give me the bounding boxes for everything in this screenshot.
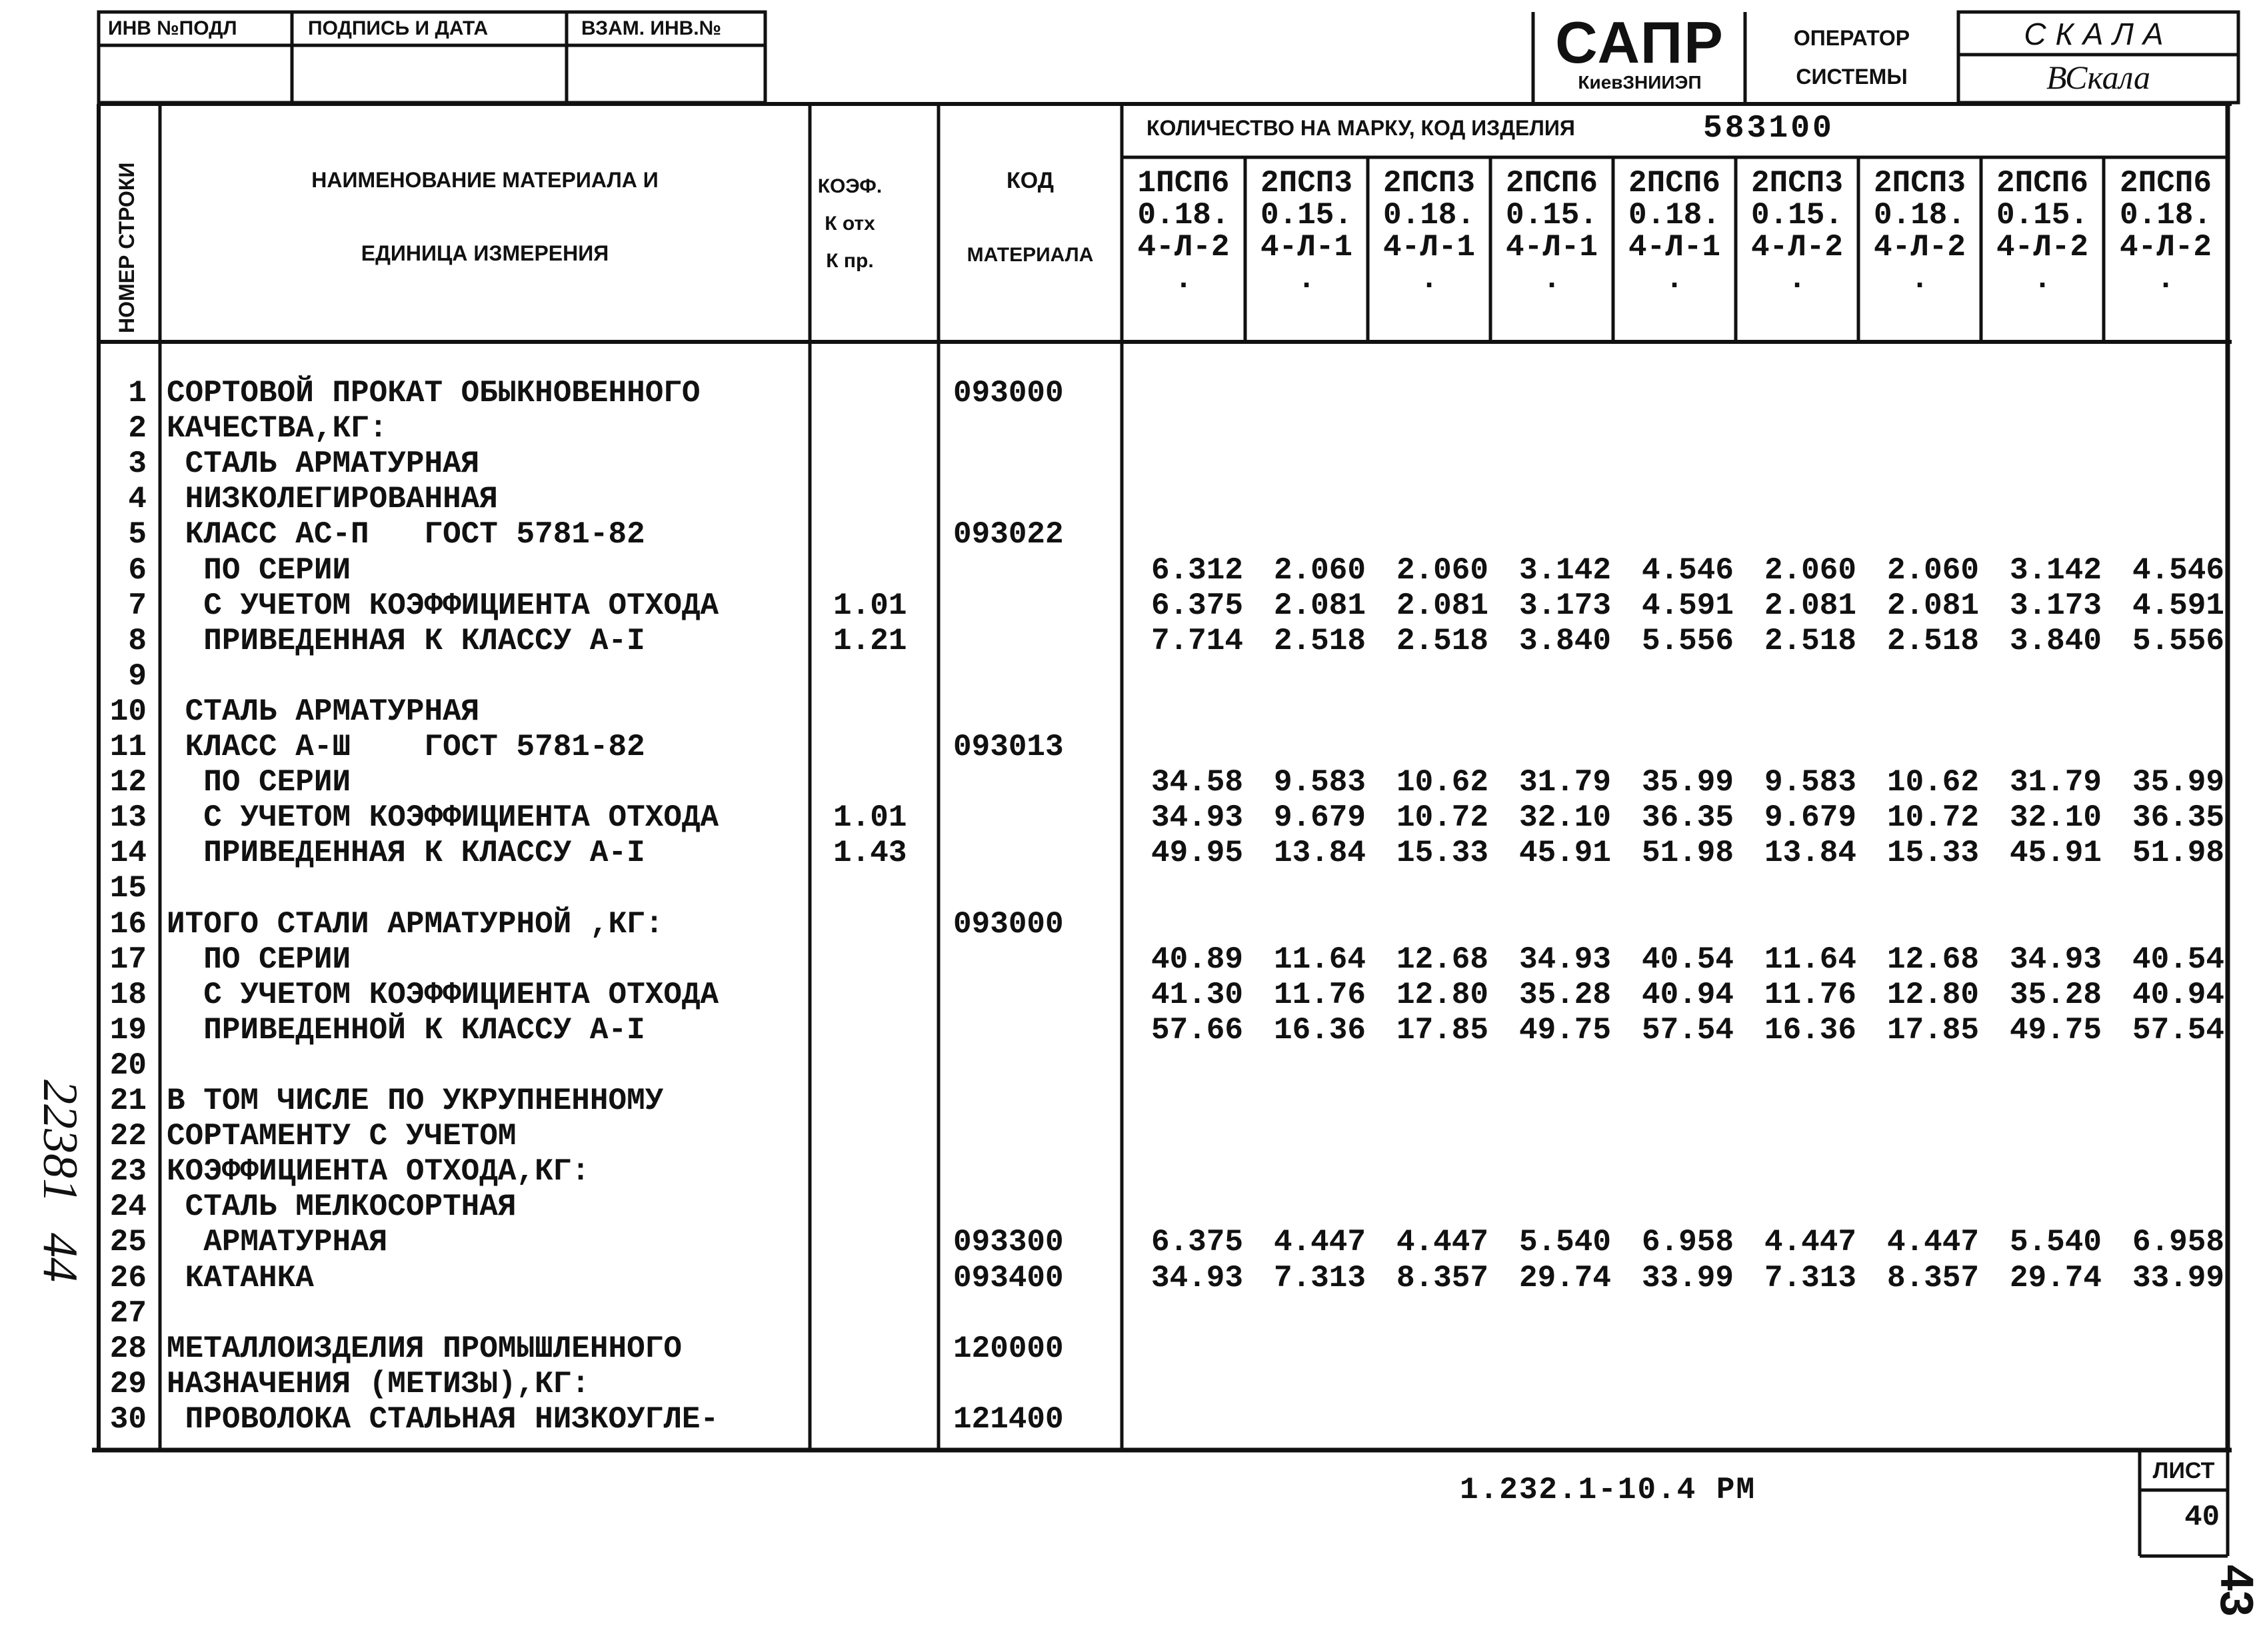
name-header-line1: НАИМЕНОВАНИЕ МАТЕРИАЛА И: [311, 168, 659, 192]
row-number: 11: [109, 730, 147, 764]
row-value: 35.28: [1518, 978, 1611, 1012]
row-number: 20: [109, 1048, 147, 1083]
row-text: КАЧЕСТВА,КГ:: [167, 411, 388, 446]
row-value: 57.66: [1150, 1013, 1243, 1048]
row-text: СОРТОВОЙ ПРОКАТ ОБЫКНОВЕННОГО: [167, 376, 701, 411]
row-text: В ТОМ ЧИСЛЕ ПО УКРУПНЕННОМУ: [167, 1084, 664, 1118]
row-code: 093000: [953, 907, 1064, 942]
row-value: 31.79: [2009, 765, 2102, 800]
mark-header-3-l3: 4-Л-1: [1382, 230, 1476, 265]
row-value: 2.060: [1764, 553, 1856, 588]
operator-name: СКАЛА: [2024, 17, 2173, 51]
row-text: НИЗКОЛЕГИРОВАННАЯ: [167, 482, 498, 516]
row-value: 4.591: [1641, 588, 1734, 623]
row-value: 2.081: [1396, 588, 1488, 623]
row-value: 5.556: [1641, 624, 1734, 658]
mark-header-1-l3: 4-Л-2: [1137, 230, 1230, 265]
row-text: ПО СЕРИИ: [167, 942, 351, 977]
row-value: 12.80: [1396, 978, 1488, 1012]
row-value: 15.33: [1396, 836, 1488, 870]
row-text: НАЗНАЧЕНИЯ (МЕТИЗЫ),КГ:: [167, 1367, 590, 1401]
row-text: КЛАСС А-Ш ГОСТ 5781-82: [167, 730, 645, 764]
mark-header-2-l1: 2ПСП3: [1260, 166, 1353, 201]
row-value: 35.99: [1641, 765, 1734, 800]
row-text: ПРИВЕДЕННАЯ К КЛАССУ А-I: [167, 836, 645, 870]
row-value: 2.518: [1273, 624, 1366, 658]
row-value: 33.99: [2132, 1261, 2224, 1295]
row-value: 5.556: [2132, 624, 2224, 658]
row-value: 9.679: [1764, 800, 1856, 835]
row-value: 15.33: [1886, 836, 1979, 870]
row-number: 1: [128, 376, 147, 411]
row-value: 40.54: [1641, 942, 1734, 977]
row-number: 5: [128, 517, 147, 552]
quantity-header-label: КОЛИЧЕСТВО НА МАРКУ, КОД ИЗДЕЛИЯ: [1146, 116, 1575, 140]
row-value: 4.447: [1273, 1225, 1366, 1259]
row-number: 17: [109, 942, 147, 977]
row-text: ПО СЕРИИ: [167, 553, 351, 588]
mark-header-6-l2: 0.15.: [1750, 198, 1844, 233]
document-code: 1.232.1-10.4 РМ: [1460, 1473, 1756, 1507]
row-number: 30: [109, 1402, 147, 1437]
row-number: 14: [109, 836, 147, 870]
code-header-line1: КОД: [1007, 168, 1054, 193]
row-value: 3.840: [2009, 624, 2102, 658]
row-text: КОЭФФИЦИЕНТА ОТХОДА,КГ:: [167, 1154, 590, 1189]
row-value: 2.060: [1396, 553, 1488, 588]
row-value: 2.518: [1886, 624, 1979, 658]
mark-header-5-l3: 4-Л-1: [1628, 230, 1721, 265]
row-text: МЕТАЛЛОИЗДЕЛИЯ ПРОМЫШЛЕННОГО: [167, 1331, 682, 1366]
row-number: 2: [128, 411, 147, 446]
row-code: 121400: [953, 1402, 1064, 1437]
row-value: 4.546: [1641, 553, 1734, 588]
row-value: 13.84: [1273, 836, 1366, 870]
row-number: 19: [109, 1013, 147, 1048]
row-text: С УЧЕТОМ КОЭФФИЦИЕНТА ОТХОДА: [167, 978, 719, 1012]
mark-header-6-l4: .: [1788, 262, 1806, 297]
mark-header-1-l1: 1ПСП6: [1137, 166, 1230, 201]
row-value: 36.35: [1641, 800, 1734, 835]
mark-header-2-l3: 4-Л-1: [1260, 230, 1353, 265]
row-text: СОРТАМЕНТУ С УЧЕТОМ: [167, 1119, 517, 1154]
row-value: 2.081: [1886, 588, 1979, 623]
row-value: 40.94: [1641, 978, 1734, 1012]
mark-header-5-l1: 2ПСП6: [1628, 166, 1721, 201]
row-value: 12.68: [1396, 942, 1488, 977]
row-value: 7.714: [1150, 624, 1243, 658]
row-number: 25: [109, 1225, 147, 1259]
row-value: 17.85: [1886, 1013, 1979, 1048]
row-number: 22: [109, 1119, 147, 1154]
row-text: ИТОГО СТАЛИ АРМАТУРНОЙ ,КГ:: [167, 907, 664, 942]
row-text: С УЧЕТОМ КОЭФФИЦИЕНТА ОТХОДА: [167, 800, 719, 835]
row-code: 093300: [953, 1225, 1064, 1259]
row-value: 8.357: [1886, 1261, 1979, 1295]
row-code: 120000: [953, 1331, 1064, 1366]
row-number: 29: [109, 1367, 147, 1401]
mark-header-7-l1: 2ПСП3: [1873, 166, 1966, 201]
row-value: 11.76: [1764, 978, 1856, 1012]
row-number: 18: [109, 978, 147, 1012]
row-value: 3.142: [2009, 553, 2102, 588]
row-value: 35.99: [2132, 765, 2224, 800]
mark-header-1-l4: .: [1174, 262, 1193, 297]
row-number: 16: [109, 907, 147, 942]
row-value: 40.54: [2132, 942, 2224, 977]
product-code: 583100: [1703, 111, 1834, 147]
operator-label-line2: СИСТЕМЫ: [1796, 65, 1908, 89]
mark-header-4-l3: 4-Л-1: [1505, 230, 1598, 265]
mark-header-8-l1: 2ПСП6: [1996, 166, 2089, 201]
row-value: 4.546: [2132, 553, 2224, 588]
row-value: 3.173: [1518, 588, 1611, 623]
row-koef: 1.43: [833, 836, 907, 870]
mark-header-4-l1: 2ПСП6: [1505, 166, 1598, 201]
row-value: 40.89: [1150, 942, 1243, 977]
row-text: ПРИВЕДЕННАЯ К КЛАССУ А-I: [167, 624, 645, 658]
row-code: 093022: [953, 517, 1064, 552]
row-value: 2.060: [1273, 553, 1366, 588]
row-value: 12.80: [1886, 978, 1979, 1012]
row-value: 3.840: [1518, 624, 1611, 658]
row-value: 4.447: [1764, 1225, 1856, 1259]
row-value: 36.35: [2132, 800, 2224, 835]
row-value: 29.74: [1518, 1261, 1611, 1295]
row-value: 7.313: [1273, 1261, 1366, 1295]
row-koef: 1.01: [833, 588, 907, 623]
row-value: 4.591: [2132, 588, 2224, 623]
stamp-inv-podl-label: ИНВ №ПОДЛ: [108, 17, 237, 39]
row-value: 33.99: [1641, 1261, 1734, 1295]
row-value: 3.142: [1518, 553, 1611, 588]
row-number: 23: [109, 1154, 147, 1189]
row-value: 32.10: [2009, 800, 2102, 835]
row-number: 15: [109, 871, 147, 906]
mark-header-2-l2: 0.15.: [1260, 198, 1353, 233]
row-value: 2.060: [1886, 553, 1979, 588]
mark-header-9-l3: 4-Л-2: [2119, 230, 2212, 265]
row-value: 35.28: [2009, 978, 2102, 1012]
koef-header-line3: К пр.: [826, 250, 874, 272]
row-number: 10: [109, 694, 147, 729]
operator-label: [1750, 19, 1954, 96]
row-value: 10.62: [1886, 765, 1979, 800]
row-value: 49.75: [1518, 1013, 1611, 1048]
row-value: 6.958: [1641, 1225, 1734, 1259]
name-header-line2: ЕДИНИЦА ИЗМЕРЕНИЯ: [361, 241, 609, 265]
brand-org: КиевЗНИИЭП: [1578, 72, 1702, 93]
row-text: КАТАНКА: [167, 1261, 314, 1295]
row-text: ПРОВОЛОКА СТАЛЬНАЯ НИЗКОУГЛЕ-: [167, 1402, 719, 1437]
row-koef: 1.21: [833, 624, 907, 658]
row-value: 41.30: [1150, 978, 1243, 1012]
operator-signature: ВСкала: [2046, 59, 2151, 96]
row-value: 49.75: [2009, 1013, 2102, 1048]
row-value: 34.58: [1150, 765, 1243, 800]
row-number: 8: [128, 624, 147, 658]
side-note-number: 44: [33, 1233, 87, 1282]
row-value: 3.173: [2009, 588, 2102, 623]
stamp-podpis-data-label: ПОДПИСЬ И ДАТА: [308, 17, 489, 39]
row-value: 2.081: [1764, 588, 1856, 623]
row-value: 40.94: [2132, 978, 2224, 1012]
mark-header-8-l4: .: [2033, 262, 2052, 297]
row-text: ПРИВЕДЕННОЙ К КЛАССУ А-I: [167, 1013, 645, 1048]
brand-block: [1536, 9, 1743, 93]
row-number: 21: [109, 1084, 147, 1118]
code-header-line2: МАТЕРИАЛА: [967, 244, 1094, 266]
row-value: 34.93: [1150, 800, 1243, 835]
row-text: ПО СЕРИИ: [167, 765, 351, 800]
row-code: 093000: [953, 376, 1064, 411]
row-value: 34.93: [1150, 1261, 1243, 1295]
page-number: 43: [2211, 1565, 2263, 1617]
mark-header-9-l1: 2ПСП6: [2119, 166, 2212, 201]
row-value: 57.54: [2132, 1013, 2224, 1048]
mark-header-7-l4: .: [1910, 262, 1929, 297]
row-value: 12.68: [1886, 942, 1979, 977]
row-value: 2.518: [1764, 624, 1856, 658]
row-number: 12: [109, 765, 147, 800]
mark-header-1-l2: 0.18.: [1137, 198, 1230, 233]
row-value: 5.540: [2009, 1225, 2102, 1259]
row-value: 6.958: [2132, 1225, 2224, 1259]
mark-header-9-l2: 0.18.: [2119, 198, 2212, 233]
row-value: 34.93: [1518, 942, 1611, 977]
row-value: 32.10: [1518, 800, 1611, 835]
mark-header-5-l2: 0.18.: [1628, 198, 1721, 233]
row-value: 45.91: [1518, 836, 1611, 870]
row-value: 45.91: [2009, 836, 2102, 870]
mark-header-3-l2: 0.18.: [1382, 198, 1476, 233]
mark-header-8-l2: 0.15.: [1996, 198, 2089, 233]
row-value: 2.518: [1396, 624, 1488, 658]
row-text: СТАЛЬ МЕЛКОСОРТНАЯ: [167, 1190, 517, 1224]
row-number: 7: [128, 588, 147, 623]
row-value: 9.679: [1273, 800, 1366, 835]
row-value: 13.84: [1764, 836, 1856, 870]
side-note-inventory: 22381: [33, 1080, 87, 1203]
mark-header-3-l4: .: [1420, 262, 1438, 297]
mark-header-6-l3: 4-Л-2: [1750, 230, 1844, 265]
mark-header-7-l3: 4-Л-2: [1873, 230, 1966, 265]
row-value: 51.98: [1641, 836, 1734, 870]
row-value: 8.357: [1396, 1261, 1488, 1295]
row-value: 2.081: [1273, 588, 1366, 623]
row-number: 6: [128, 553, 147, 588]
row-number: 24: [109, 1190, 147, 1224]
row-number: 3: [128, 446, 147, 481]
koef-header-line1: КОЭФ.: [817, 175, 883, 197]
row-text: КЛАСС АС-П ГОСТ 5781-82: [167, 517, 645, 552]
row-value: 11.64: [1764, 942, 1856, 977]
mark-header-8-l3: 4-Л-2: [1996, 230, 2089, 265]
row-value: 4.447: [1886, 1225, 1979, 1259]
mark-header-4-l2: 0.15.: [1505, 198, 1598, 233]
row-number: 9: [128, 659, 147, 694]
koef-header-line2: К отх: [825, 213, 875, 235]
row-text: С УЧЕТОМ КОЭФФИЦИЕНТА ОТХОДА: [167, 588, 719, 623]
row-value: 10.62: [1396, 765, 1488, 800]
row-value: 11.64: [1273, 942, 1366, 977]
row-value: 31.79: [1518, 765, 1611, 800]
row-value: 6.375: [1150, 588, 1243, 623]
row-code: 093400: [953, 1261, 1064, 1295]
operator-label-line1: ОПЕРАТОР: [1793, 26, 1910, 50]
row-value: 17.85: [1396, 1013, 1488, 1048]
row-value: 9.583: [1273, 765, 1366, 800]
mark-header-7-l2: 0.18.: [1873, 198, 1966, 233]
row-value: 9.583: [1764, 765, 1856, 800]
row-number: 4: [128, 482, 147, 516]
row-number: 26: [109, 1261, 147, 1295]
row-number: 28: [109, 1331, 147, 1366]
row-value: 10.72: [1396, 800, 1488, 835]
row-number: 13: [109, 800, 147, 835]
row-value: 16.36: [1273, 1013, 1366, 1048]
row-value: 5.540: [1518, 1225, 1611, 1259]
row-koef: 1.01: [833, 800, 907, 835]
mark-header-9-l4: .: [2156, 262, 2175, 297]
row-value: 11.76: [1273, 978, 1366, 1012]
row-text: АРМАТУРНАЯ: [167, 1225, 388, 1259]
row-value: 16.36: [1764, 1013, 1856, 1048]
mark-header-2-l4: .: [1297, 262, 1316, 297]
row-value: 6.312: [1150, 553, 1243, 588]
row-value: 51.98: [2132, 836, 2224, 870]
row-number-header: НОМЕР СТРОКИ: [115, 162, 139, 333]
row-text: СТАЛЬ АРМАТУРНАЯ: [167, 446, 480, 481]
mark-header-3-l1: 2ПСП3: [1382, 166, 1476, 201]
row-value: 6.375: [1150, 1225, 1243, 1259]
koef-header: [810, 168, 890, 280]
row-value: 10.72: [1886, 800, 1979, 835]
stamp-vzam-inv-label: ВЗАМ. ИНВ.№: [581, 17, 722, 39]
brand-name: САПР: [1555, 9, 1724, 75]
row-code: 093013: [953, 730, 1064, 764]
row-value: 57.54: [1641, 1013, 1734, 1048]
row-text: СТАЛЬ АРМАТУРНАЯ: [167, 694, 480, 729]
row-value: 29.74: [2009, 1261, 2102, 1295]
mark-header-6-l1: 2ПСП3: [1750, 166, 1844, 201]
sheet-label: ЛИСТ: [2152, 1458, 2215, 1483]
row-value: 49.95: [1150, 836, 1243, 870]
sheet-number: 40: [2184, 1501, 2220, 1534]
mark-header-4-l4: .: [1542, 262, 1561, 297]
row-value: 4.447: [1396, 1225, 1488, 1259]
row-number: 27: [109, 1296, 147, 1331]
row-value: 7.313: [1764, 1261, 1856, 1295]
mark-header-5-l4: .: [1665, 262, 1684, 297]
row-value: 34.93: [2009, 942, 2102, 977]
